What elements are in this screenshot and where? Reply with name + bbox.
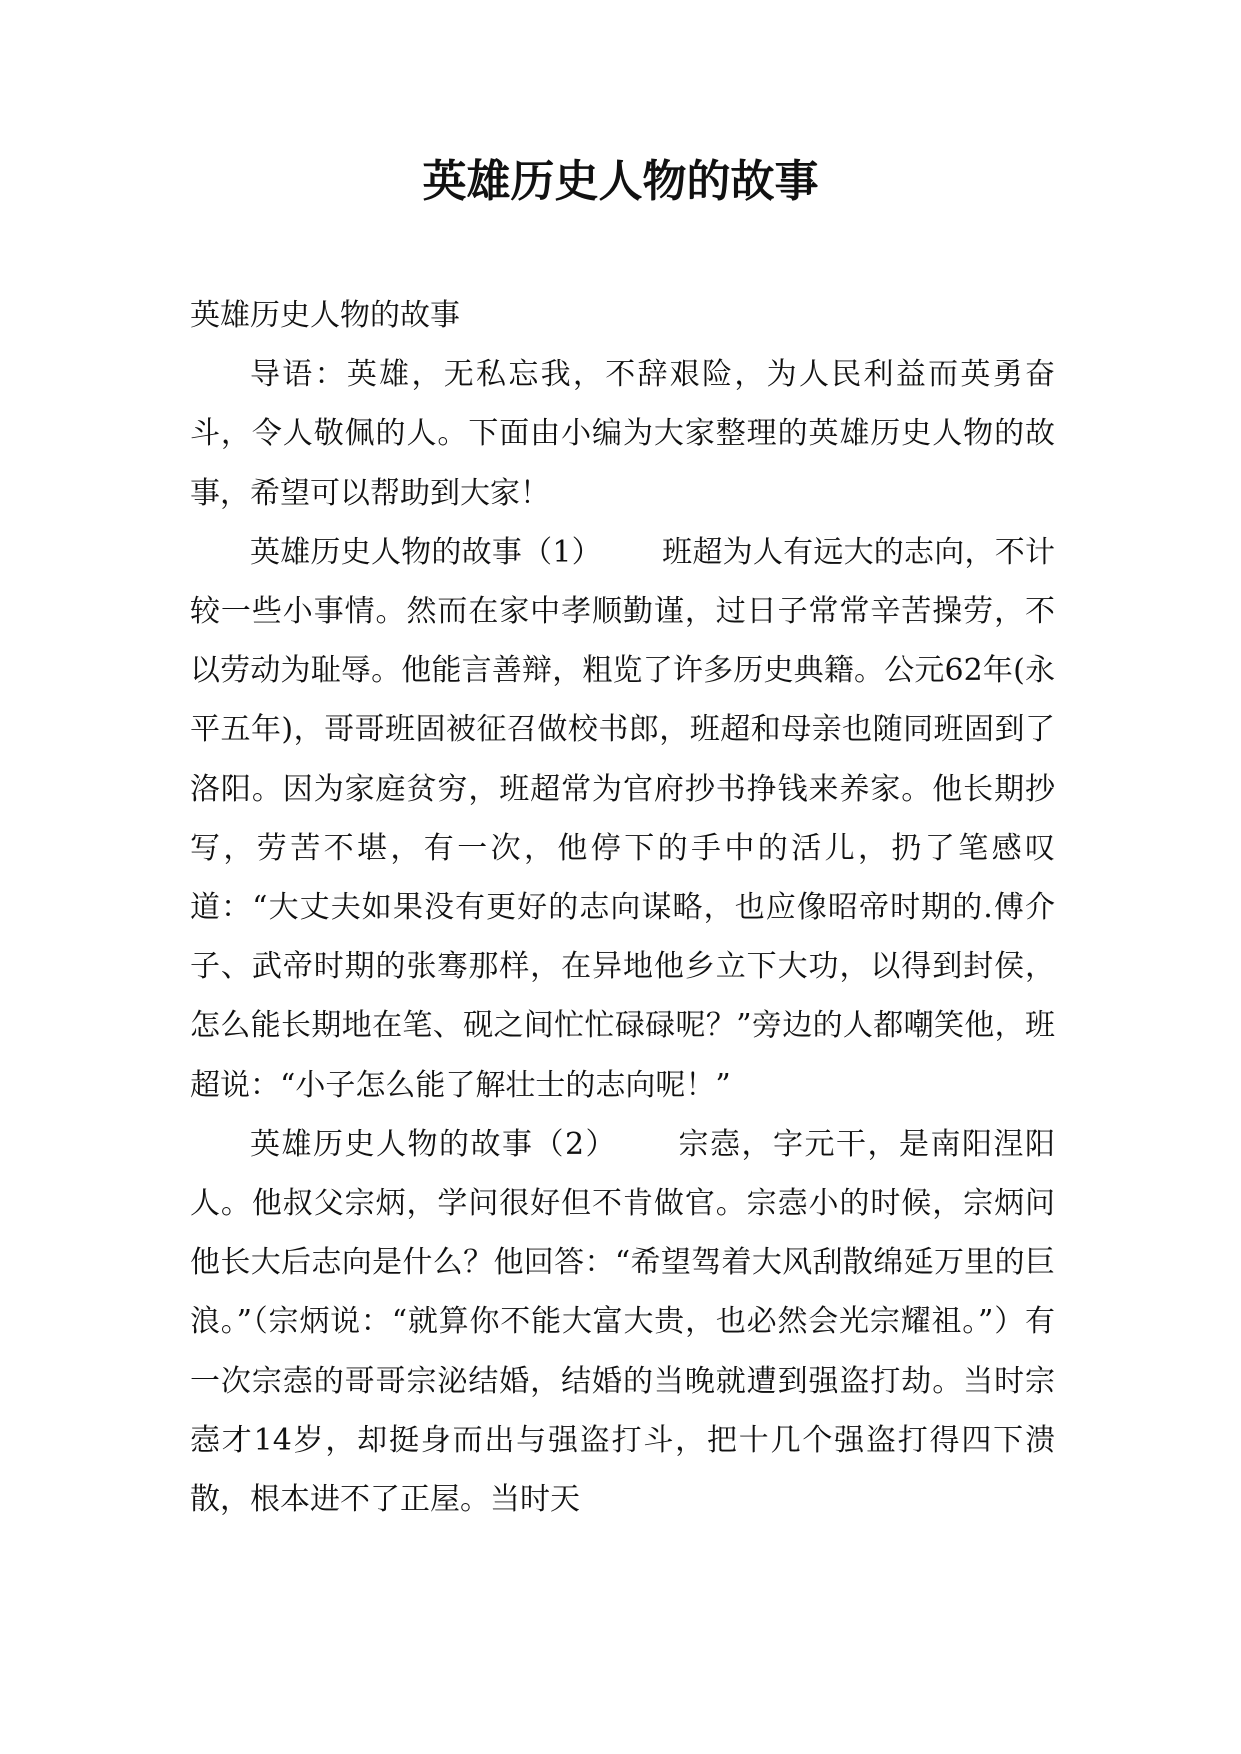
story-paragraph-2 <box>190 1115 1055 1529</box>
document-body <box>190 286 1055 1529</box>
document-subtitle: 英雄历史人物的故事 <box>190 298 460 333</box>
story-heading-2: 英雄历史人物的故事（2） <box>250 1126 618 1162</box>
story-paragraph-1 <box>190 523 1055 1115</box>
intro-paragraph: 导语：英雄，无私忘我，不辞艰险，为人民利益而英勇奋斗，令人敬佩的人。下面由小编为大家整理的英雄历史人物的故事，希望可以帮助到大家！ <box>190 357 1055 511</box>
document-title: 英雄历史人物的故事 <box>422 156 819 207</box>
story-text-2: 宗悫，字元干，是南阳涅阳人。他叔父宗炳，学问很好但不肯做官。宗悫小的时候，宗炳问他长大后志向是什么？他回答：“希望驾着大风刮散绵延万里的巨浪。”（宗炳说：“就算你不能大富大贵，也必然会光宗耀祖。”）有一次宗悫的哥哥宗泌结婚，结婚的当晚就遭到强盗打劫。当时宗悫才14岁，却挺身而出与强盗打斗，把十几个强盗打得四下溃散，根本进不了正屋。当时天 <box>190 1126 1055 1518</box>
story-heading-1: 英雄历史人物的故事（1） <box>250 534 602 570</box>
story-text-1: 班超为人有远大的志向，不计较一些小事情。然而在家中孝顺勤谨，过日子常常辛苦操劳，不以劳动为耻辱。他能言善辩，粗览了许多历史典籍。公元62年(永平五年)，哥哥班固被征召做校书郎，班超和母亲也随同班固到了洛阳。因为家庭贫穷，班超常为官府抄书挣钱来养家。他长期抄写，劳苦不堪，有一次，他停下的手中的活儿，扔了笔感叹道：“大丈夫如果没有更好的志向谋略，也应像昭帝时期的.傅介子、武帝时期的张骞那样，在异地他乡立下大功，以得到封侯，怎么能长期地在笔、砚之间忙忙碌碌呢？”旁边的人都嘲笑他，班超说：“小子怎么能了解壮士的志向呢！” <box>190 534 1055 1103</box>
